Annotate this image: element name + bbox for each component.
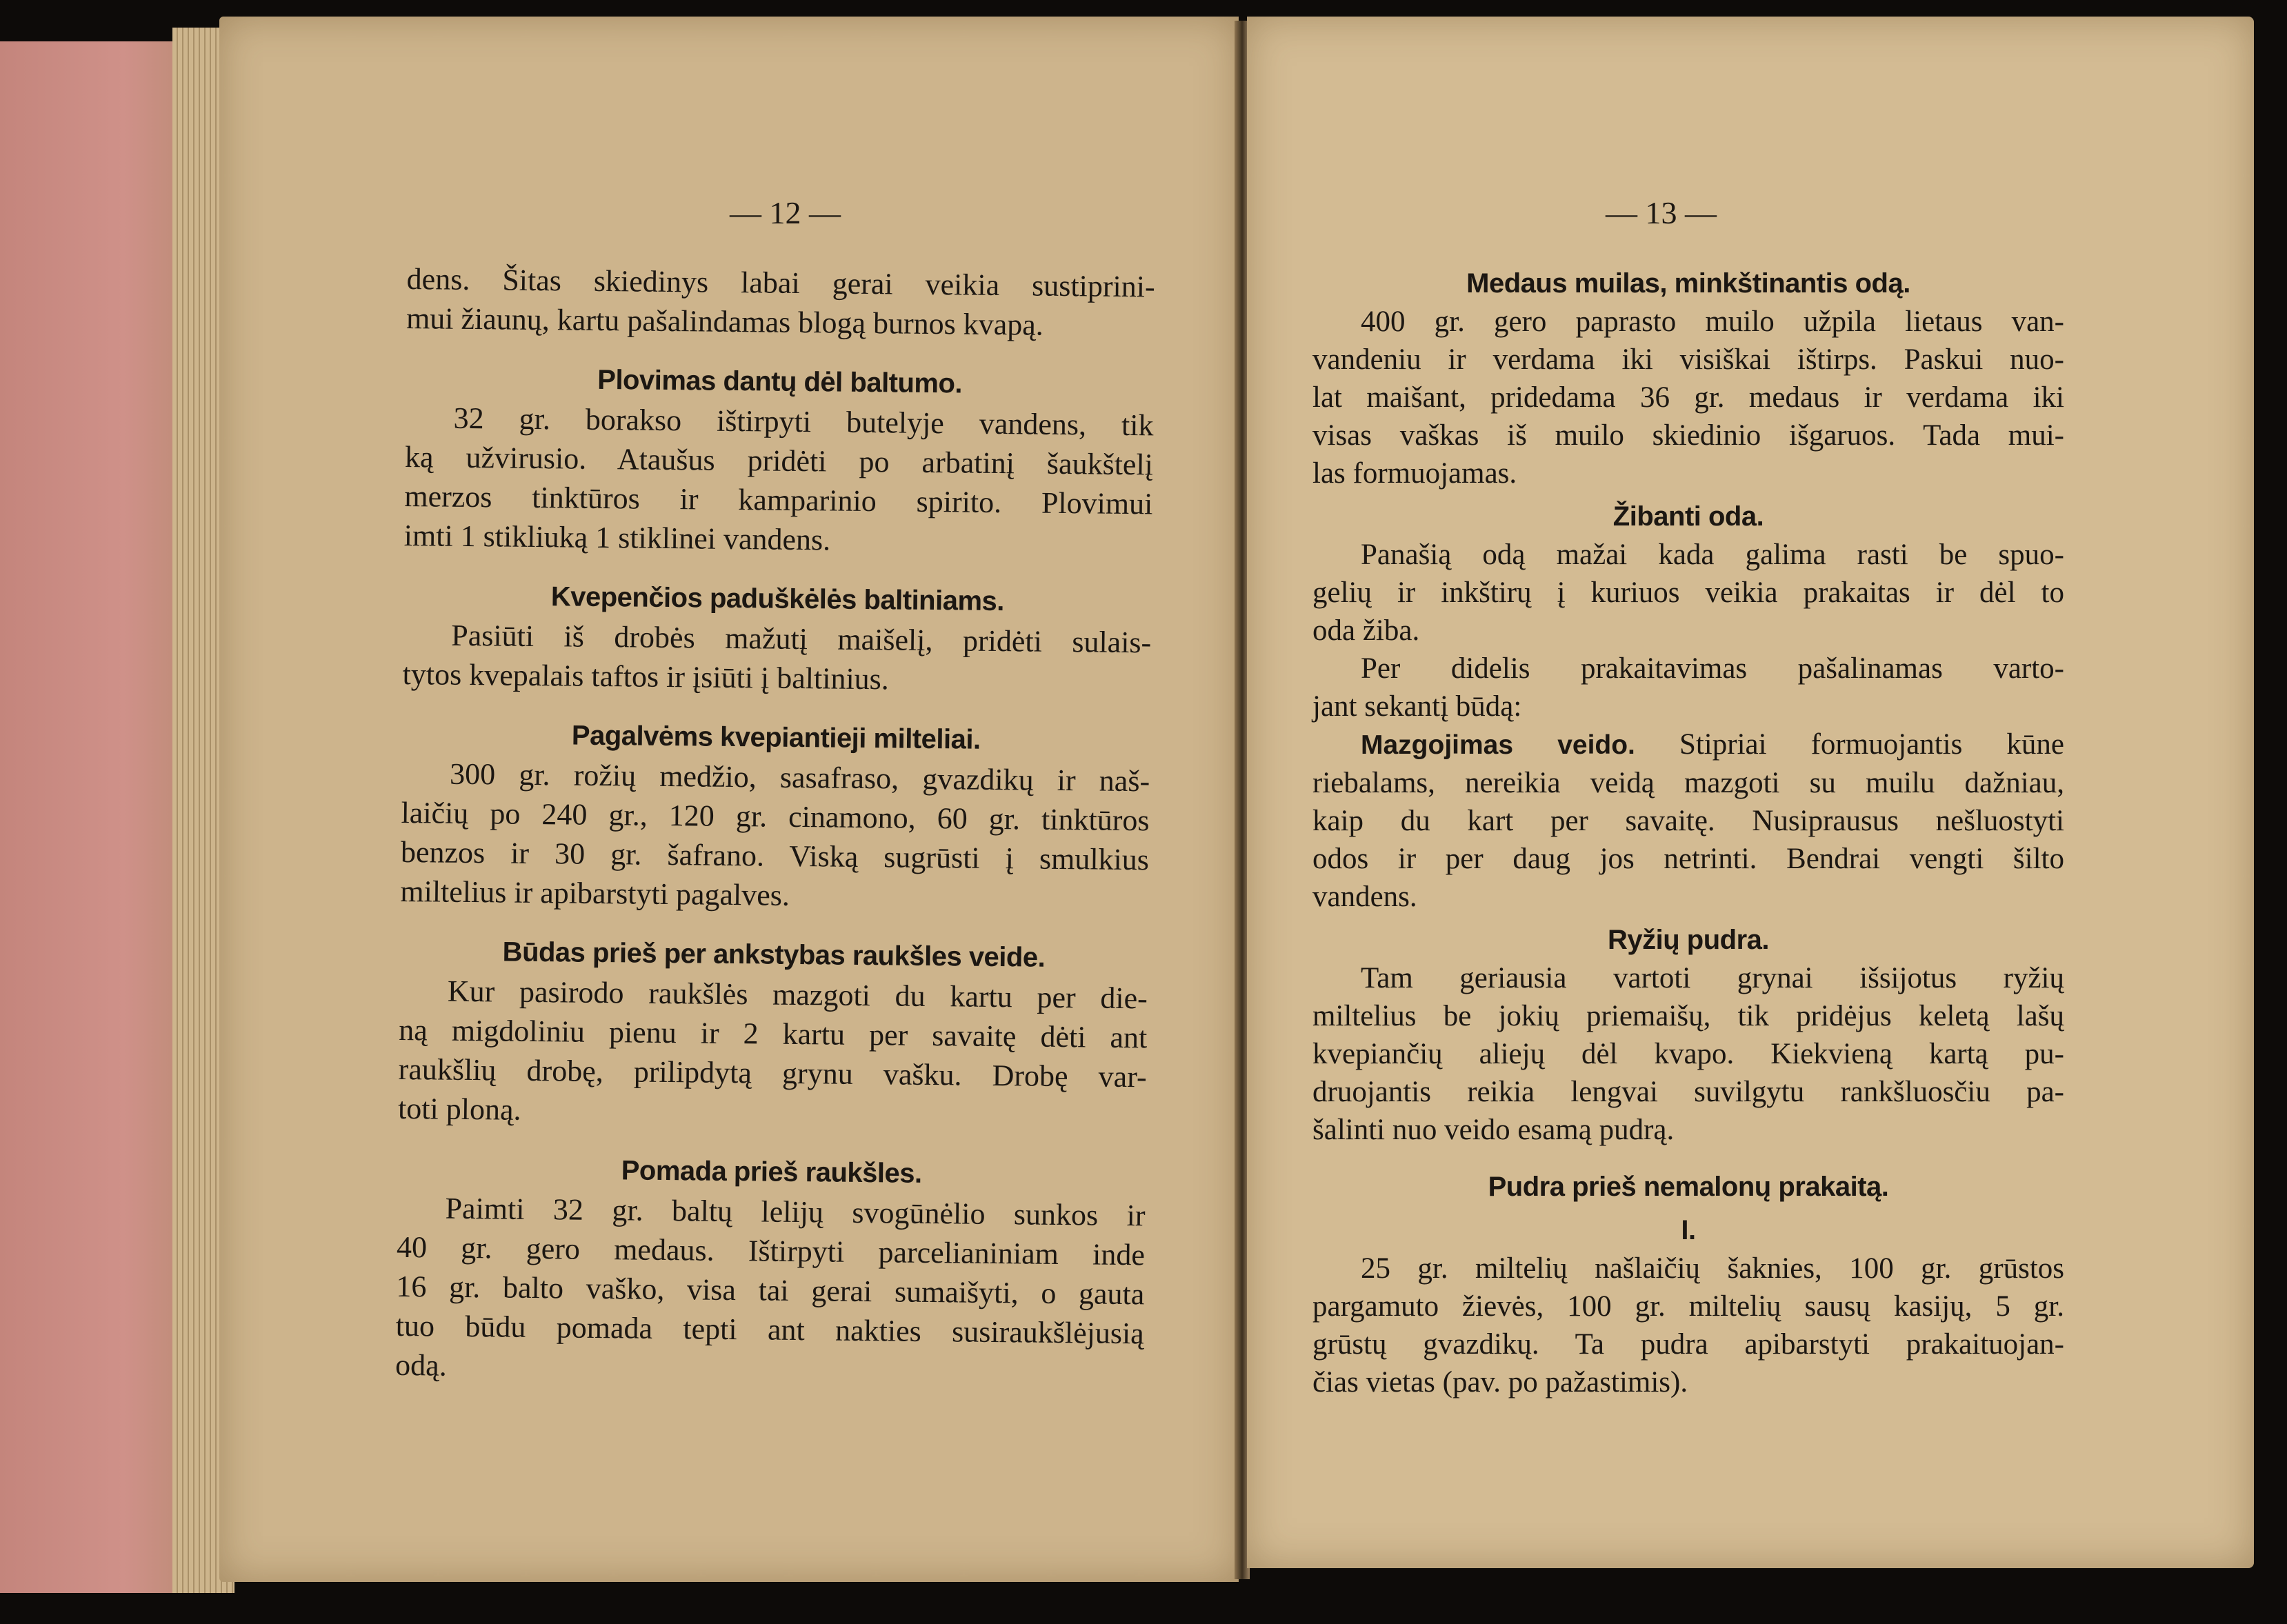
- text-line: toti ploną.: [397, 1091, 521, 1127]
- section-heading: Žibanti oda.: [1612, 501, 1764, 532]
- text-line: grūstų gvazdikų. Ta pudra apibarstyti prakaituojan-: [1312, 1328, 2064, 1361]
- line-text: Stipriai formuojantis kūne: [1635, 728, 2064, 761]
- paragraph: [395, 1188, 1146, 1392]
- text-line: ną migdoliniu pienu ir 2 kartu per savaitę dėti ant: [399, 1012, 1148, 1055]
- text-line: dens. Šitas skiedinys labai gerai veikia sustiprini-: [406, 261, 1155, 304]
- text-line: jant sekantį būdą:: [1312, 690, 1522, 723]
- text-line: visas vaškas iš muilo skiedinio išgaruos. Tada mui-: [1312, 419, 2064, 452]
- text-line: 32 gr. borakso ištirpyti butelyje vandens, tik: [453, 401, 1154, 443]
- text-line: miltelius ir apibarstyti pagalves.: [400, 874, 790, 912]
- paragraph: [1312, 536, 2064, 650]
- section-heading: Medaus muilas, minkštinantis odą.: [1466, 268, 1910, 299]
- section-heading: Pudra prieš nemalonų prakaitą.: [1488, 1172, 1889, 1202]
- text-line: Per didelis prakaitavimas pašalinamas varto-: [1361, 652, 2064, 685]
- text-line: vandens.: [1312, 881, 1417, 913]
- text-line: laičių po 240 gr., 120 gr. cinamono, 60 gr. tinktūros: [401, 795, 1150, 838]
- text-line: benzos ir 30 gr. šafrano. Viską sugrūsti į smulkius: [400, 834, 1150, 877]
- paragraph: [1312, 1250, 2064, 1401]
- text-line: 40 gr. gero medaus. Ištirpyti parcelianiniam inde: [396, 1230, 1146, 1272]
- text-line: druojantis reikia lengvai suvilgytu rankšluosčiu pa-: [1312, 1076, 2064, 1108]
- section-heading: Pagalvėms kvepiantieji milteliai.: [571, 720, 981, 755]
- paragraph: [402, 615, 1151, 701]
- text-line: kaip du kart per savaitę. Nusiprausus nešluostyti: [1312, 805, 2064, 837]
- text-line: ką užvirusio. Ataušus pridėti po arbatinį šaukštelį: [404, 439, 1154, 482]
- text-line: 16 gr. balto vaško, visa tai gerai sumaišyti, o gauta: [396, 1269, 1145, 1312]
- text-line: Pasiūti iš drobės mažutį maišelį, pridėti sulais-: [451, 618, 1152, 660]
- text-line: raukšlių drobę, prilipdytą grynu vašku. Drobę var-: [398, 1052, 1147, 1094]
- page-text: [1312, 259, 2064, 1401]
- text-line: šalinti nuo veido esamą pudrą.: [1312, 1114, 1675, 1146]
- text-line: Panašią odą mažai kada galima rasti be spuo-: [1361, 539, 2064, 571]
- text-line: merzos tinktūros ir kamparinio spirito. Plovimui: [404, 479, 1153, 521]
- text-line: odą.: [395, 1347, 447, 1383]
- paragraph: [404, 398, 1154, 563]
- page-right: [1247, 17, 2254, 1568]
- text-line: 400 gr. gero paprasto muilo užpila lietaus van-: [1361, 305, 2064, 338]
- section-heading: Ryžių pudra.: [1607, 925, 1770, 955]
- page-number: — 12 —: [730, 195, 841, 230]
- text-line: tytos kvepalais taftos ir įsiūti į baltinius.: [402, 656, 890, 696]
- text-line: gelių ir inkštirų į kuriuos veikia prakaitas ir dėl to: [1312, 577, 2064, 609]
- text-line: Paimti 32 gr. baltų lelijų svogūnėlio sunkos ir: [445, 1191, 1146, 1233]
- text-line: riebalams, nereikia veidą mazgoti su muilu dažniau,: [1312, 767, 2064, 799]
- page-number: — 13 —: [1606, 195, 1717, 230]
- text-line: imti 1 stikliuką 1 stiklinei vandens.: [403, 518, 831, 557]
- text-line: pargamuto žievės, 100 gr. miltelių sausų kasijų, 5 gr.: [1312, 1290, 2064, 1323]
- text-line: las formuojamas.: [1312, 457, 1517, 490]
- paragraph: [1312, 725, 2064, 916]
- paragraph: [406, 259, 1155, 345]
- text-line: lat maišant, pridedama 36 gr. medaus ir verdama iki: [1312, 381, 2064, 414]
- paragraph: [400, 754, 1150, 919]
- section-heading: I.: [1681, 1215, 1696, 1245]
- text-line: odos ir per daug jos netrinti. Bendrai vengti šilto: [1312, 843, 2064, 875]
- text-line: Kur pasirodo raukšlės mazgoti du kartu per die-: [447, 974, 1148, 1016]
- paragraph: [1312, 303, 2064, 492]
- text-line: 25 gr. miltelių našlaičių šaknies, 100 gr. grūstos: [1361, 1252, 2064, 1285]
- text-line: [1312, 725, 2064, 764]
- section-heading: Būdas prieš per ankstybas raukšles veide.: [502, 936, 1046, 973]
- text-line: oda žiba.: [1312, 614, 1420, 647]
- paragraph: [1312, 959, 2064, 1149]
- paragraph: [398, 971, 1148, 1136]
- text-line: kvepiančių aliejų dėl kvapo. Kiekvieną kartą pu-: [1312, 1038, 2064, 1070]
- paragraph: [1312, 650, 2064, 725]
- lead-phrase: Mazgojimas veido.: [1361, 730, 1635, 760]
- text-line: tuo būdu pomada tepti ant nakties susiraukšlėjusią: [395, 1308, 1145, 1351]
- page-left: [219, 17, 1239, 1582]
- section-heading: Kvepenčios paduškėlės baltiniams.: [550, 581, 1005, 617]
- page-text: [395, 259, 1155, 1392]
- text-line: Tam geriausia vartoti grynai išsijotus ryžių: [1361, 962, 2064, 994]
- text-line: miltelius be jokių priemaišų, tik pridėjus keletą lašų: [1312, 1000, 2064, 1032]
- section-heading: Plovimas dantų dėl baltumo.: [597, 364, 963, 399]
- section-heading: Pomada prieš raukšles.: [621, 1155, 922, 1189]
- text-line: 300 gr. rožių medžio, sasafraso, gvazdikų ir naš-: [449, 756, 1150, 799]
- text-line: vandeniu ir verdama iki visiškai ištirps. Paskui nuo-: [1312, 343, 2064, 376]
- text-line: čias vietas (pav. po pažastimis).: [1312, 1366, 1688, 1399]
- text-line: mui žiaunų, kartu pašalindamas blogą burnos kvapą.: [406, 301, 1044, 342]
